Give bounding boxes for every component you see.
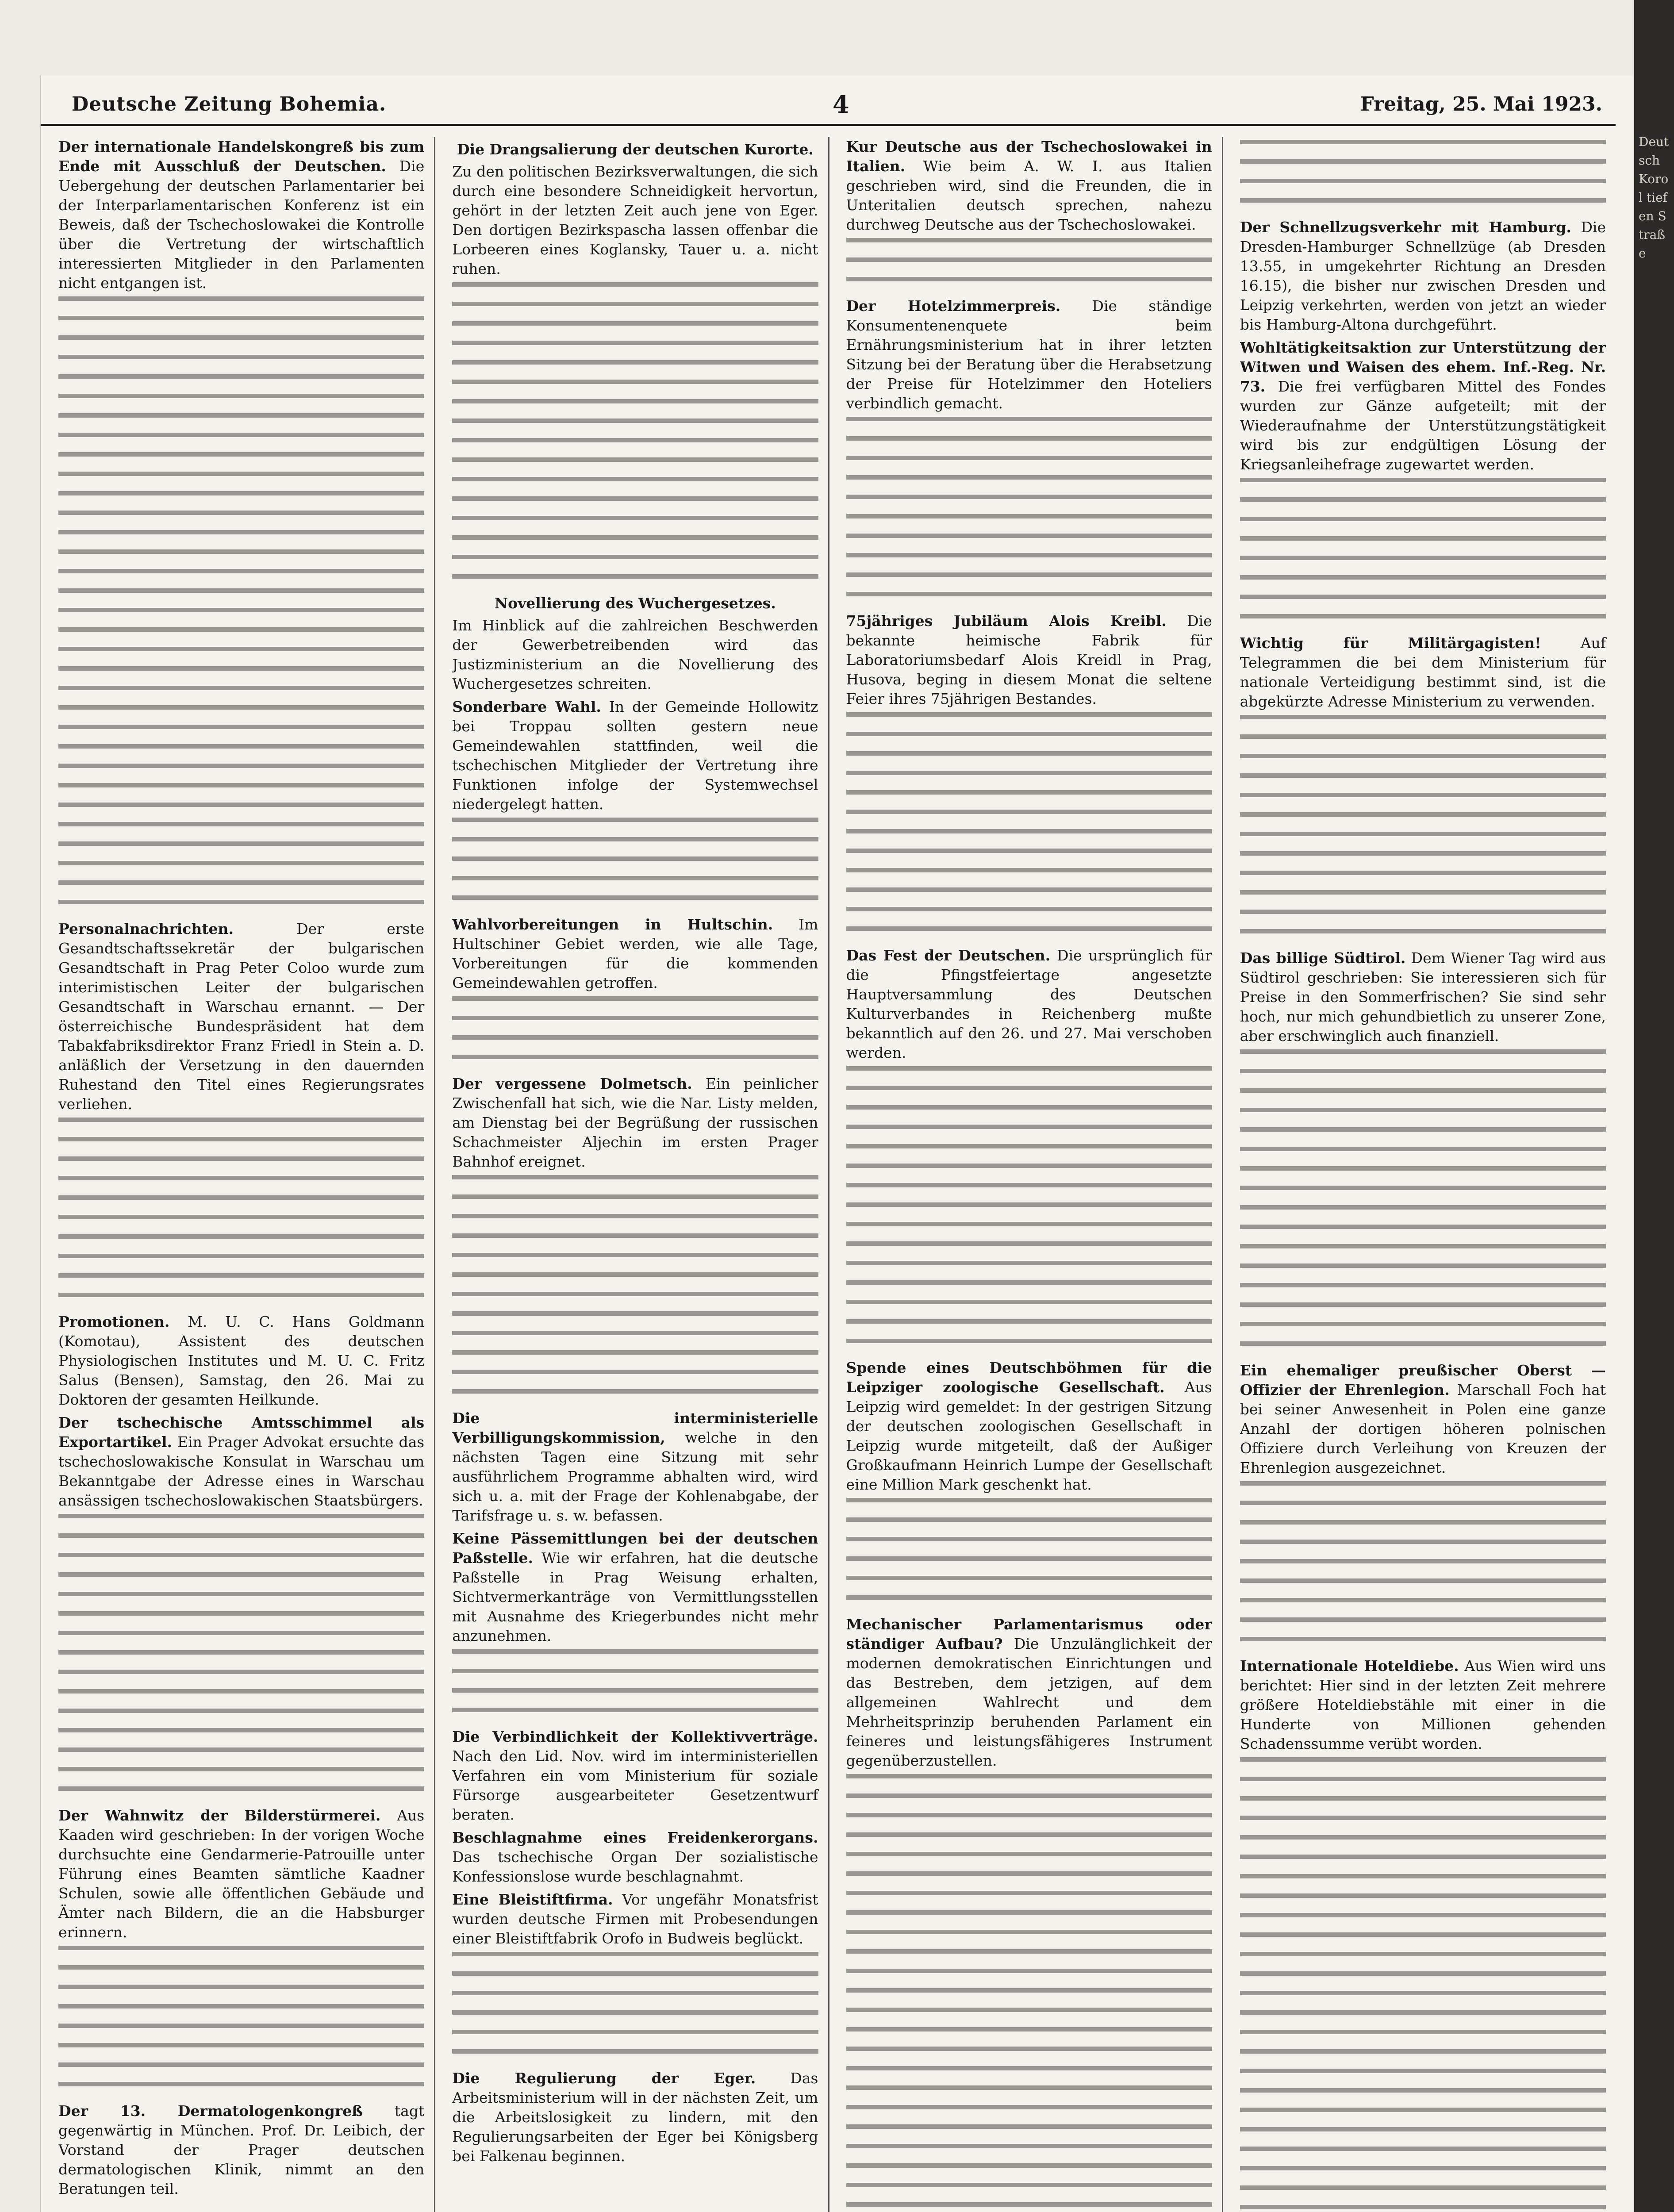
article-headline: Die interministerielle Verbilligungskommission, xyxy=(452,1409,818,1446)
article xyxy=(846,137,1212,234)
article-headline: Das billige Südtirol. xyxy=(1240,949,1406,967)
article-text: Marschall Foch hat bei seiner Anwesenheit in Polen eine ganze Anzahl der dortigen höheren polnischen Offiziere durch Verleihung von Kreuzen der Ehrenlegion ausgezeichnet. xyxy=(1240,1381,1606,1476)
unreadable-text-block xyxy=(1240,478,1606,618)
unreadable-text-block xyxy=(1240,1757,1606,2212)
article-text: Die frei verfügbaren Mittel des Fondes wurden zur Gänze aufgeteilt; mit der Wiederaufnahme der Unterstützungstätigkeit wird bis zur endgültigen Lösung der Kriegsanleihefrage zugewartet werden. xyxy=(1240,378,1606,473)
article xyxy=(846,946,1212,1063)
article-headline: Der Wahnwitz der Bilderstürmerei. xyxy=(58,1807,381,1824)
article-text: Im Hultschiner Gebiet werden, wie alle Tage, Vorbereitungen für die kommenden Gemeindewahlen getroffen. xyxy=(452,916,818,991)
article-headline: Internationale Hoteldiebe. xyxy=(1240,1657,1459,1674)
unreadable-text-block xyxy=(846,1498,1212,1600)
article-text: M. U. C. Hans Goldmann (Komotau), Assistent des deutschen Physiologischen Institutes und M. U. C. Fritz Salus (Bensen), Samstag, den 26. Mai zu Doktoren der gesamten Heilkunde. xyxy=(58,1313,425,1408)
issue-date: Freitag, 25. Mai 1923. xyxy=(1360,93,1602,115)
article-headline: Novellierung des Wuchergesetzes. xyxy=(494,595,776,612)
adjacent-page-strip xyxy=(1634,0,1674,2212)
unreadable-text-block xyxy=(1240,1481,1606,1641)
article xyxy=(452,1828,818,1886)
unreadable-text-block xyxy=(58,1514,424,1791)
article-headline: Die Drangsalierung der deutschen Kurorte. xyxy=(457,141,814,158)
newspaper-page xyxy=(40,75,1633,2212)
article-headline: Sonderbare Wahl. xyxy=(452,698,601,715)
unreadable-text-block xyxy=(1240,140,1606,203)
article xyxy=(452,1890,818,1948)
article-text: Das tschechische Organ Der sozialistische Konfessionslose wurde beschlagnahmt. xyxy=(452,1848,818,1885)
article xyxy=(1240,949,1606,1046)
unreadable-text-block xyxy=(846,417,1212,596)
adjacent-page-text: Deutsch Korol tiefen Straße xyxy=(1639,134,1669,261)
article xyxy=(846,296,1212,413)
article xyxy=(1240,1361,1606,1478)
article xyxy=(58,1312,424,1409)
article xyxy=(1240,338,1606,474)
article-text: Die Unzulänglichkeit der modernen demokratischen Einrichtungen und das Bestreben, dem jetzigen, auf dem allgemeinen Wahlrecht und dem Mehrheitsprinzip beruhenden Parlament ein feineres und leistungsfähigeres Instrument gegenüberzustellen. xyxy=(846,1635,1212,1769)
article-headline: 75jähriges Jubiläum Alois Kreibl. xyxy=(846,612,1167,630)
article xyxy=(452,1074,818,1171)
article-text: Dem Wiener Tag wird aus Südtirol geschrieben: Sie interessieren sich für Preise in den Sommerfrischen? Sie sind sehr hoch, nur mich gehundbietlich zu unserer Zone, aber erschwinglich auch finanziell. xyxy=(1240,949,1606,1045)
article xyxy=(452,915,818,993)
article-text: Die Dresden-Hamburger Schnellzüge (ab Dresden 13.55, in umgekehrter Richtung an Dresden 16.15), die bisher nur zwischen Dresden und Leipzig verkehrten, werden von jetzt an wieder bis Hamburg-Altona durchgeführt. xyxy=(1240,219,1606,333)
article-text: Ein peinlicher Zwischenfall hat sich, wie die Nar. Listy melden, am Dienstag bei der Begrüßung der russischen Schachmeister Aljechin im ersten Prager Bahnhof ereignet. xyxy=(452,1075,818,1170)
article-headline: Wichtig für Militärgagisten! xyxy=(1240,634,1541,652)
article-text: Vor ungefähr Monatsfrist wurden deutsche Firmen mit Probesendungen einer Bleistiftfabrik Orofo in Budweis beglückt. xyxy=(452,1891,818,1947)
article xyxy=(1240,634,1606,711)
article-headline: Eine Bleistiftfirma. xyxy=(452,1891,613,1908)
article-headline: Der tschechische Amtsschimmel als Exportartikel. xyxy=(58,1414,425,1451)
article xyxy=(58,2101,424,2199)
article-text: Die bekannte heimische Fabrik für Laboratoriumsbedarf Alois Kreidl in Prag, Husova, beging in diesem Monat die seltene Feier ihres 75jährigen Bestandes. xyxy=(846,612,1212,707)
article-text: tagt gegenwärtig in München. Prof. Dr. Leibich, der Vorstand der Prager deutschen dermatologischen Klinik, nimmt an den Beratungen teil. xyxy=(58,2102,425,2197)
unreadable-text-block xyxy=(58,1946,424,2086)
article xyxy=(452,1409,818,1525)
unreadable-text-block xyxy=(846,1774,1212,2212)
unreadable-text-block xyxy=(1240,1049,1606,1346)
article-headline: Promotionen. xyxy=(58,1313,170,1330)
article-text: Das Arbeitsministerium will in der nächsten Zeit, um die Arbeitslosigkeit zu lindern, mit den Regulierungsarbeiten der Eger bei Königsberg bei Falkenau beginnen. xyxy=(452,2070,818,2165)
unreadable-text-block xyxy=(58,1118,424,1297)
article-text: welche in den nächsten Tagen eine Sitzung mit sehr ausführlichem Programme abhalten wird, wird sich u. a. mit der Frage der Kohlenabgabe, der Tarifsfrage u. s. w. befassen. xyxy=(452,1429,818,1524)
article xyxy=(452,1529,818,1646)
article xyxy=(846,1615,1212,1770)
page-number: 4 xyxy=(833,90,849,119)
article xyxy=(452,594,818,694)
article-text: Die Uebergehung der deutschen Parlamentarier bei der Interparlamentarischen Konferenz ist ein Beweis, daß der Tschechoslowakei die Kontrolle über die Vertretung der wirtschaftlich interessierten Mitglieder in den Parlamenten nicht entgangen ist. xyxy=(58,157,425,292)
article-headline: Mechanischer Parlamentarismus oder ständiger Aufbau? xyxy=(846,1616,1212,1652)
article xyxy=(452,2069,818,2166)
unreadable-text-block xyxy=(58,296,424,904)
article-text: Auf Telegrammen die bei dem Ministerium für nationale Verteidigung bestimmt sind, ist die abgekürzte Adresse Ministerium zu verwenden. xyxy=(1240,634,1606,710)
article-headline: Ein ehemaliger preußischer Oberst — Offizier der Ehrenlegion. xyxy=(1240,1362,1606,1398)
page-header xyxy=(41,84,1616,126)
unreadable-text-block xyxy=(452,1175,818,1394)
article-text: Aus Leipzig wird gemeldet: In der gestrigen Sitzung der deutschen zoologischen Gesellschaft in Leipzig wurde mitgeteilt, daß der Außiger Großkaufmann Heinrich Lumpe der Gesellschaft eine Million Mark geschenkt hat. xyxy=(846,1379,1212,1493)
unreadable-text-block xyxy=(846,1066,1212,1343)
article-text: Im Hinblick auf die zahlreichen Beschwerden der Gewerbetreibenden wird das Justizministerium an die Novellierung des Wuchergesetzes schreiten. xyxy=(452,617,818,692)
unreadable-text-block xyxy=(452,282,818,579)
article-headline: Der 13. Dermatologenkongreß xyxy=(58,2102,363,2120)
article-text: Wie beim A. W. I. aus Italien geschrieben wird, sind die Freunden, die in Unteritalien deutsch sprechen, nahezu durchweg Deutsche aus der Tschechoslowakei. xyxy=(846,157,1212,233)
article-text: Der erste Gesandtschaftssekretär der bulgarischen Gesandtschaft in Prag Peter Coloo wurde zum interimistischen Leiter der bulgarischen Gesandtschaft in Warschau ernannt. — Der österreichische Bundespräsident hat dem Tabakfabriksdirektor Franz Friedl in Stein a. D. anläßlich der Versetzung in den dauernden Ruhestand den Titel eines Regierungsrates verliehen. xyxy=(58,920,425,1113)
article-text: In der Gemeinde Hollowitz bei Troppau sollten gestern neue Gemeindewahlen stattfinden, weil die tschechischen Mitglieder der Vertretung ihre Funktionen infolge der Systemwechsel niedergelegt hatten. xyxy=(452,698,818,813)
unreadable-text-block xyxy=(846,238,1212,281)
article-text: Ein Prager Advokat ersuchte das tschechoslowakische Konsulat in Warschau um Bekanntgabe der Adresse eines in Warschau ansässigen tschechoslowakischen Staatsbürgers. xyxy=(58,1433,425,1509)
unreadable-text-block xyxy=(846,712,1212,931)
article xyxy=(58,137,424,293)
article-text: Wie wir erfahren, hat die deutsche Paßstelle in Prag Weisung erhalten, Sichtvermerkanträge von Vermittlungsstellen mit Ausnahme des Kriegerbundes nicht mehr anzunehmen. xyxy=(452,1549,818,1644)
article xyxy=(846,611,1212,709)
article-headline: Der Schnellzugsverkehr mit Hamburg. xyxy=(1240,219,1571,236)
article xyxy=(58,1413,424,1510)
unreadable-text-block xyxy=(452,1952,818,2054)
article-headline: Keine Pässemittlungen bei der deutschen Paßstelle. xyxy=(452,1530,818,1567)
unreadable-text-block xyxy=(452,1649,818,1712)
article-headline: Das Fest der Deutschen. xyxy=(846,947,1051,964)
column-1 xyxy=(58,137,435,2212)
article-text: Aus Wien wird uns berichtet: Hier sind in der letzten Zeit mehrere größere Hoteldiebstähle mit einer in die Hunderte von Millionen gehenden Schadenssumme verübt worden. xyxy=(1240,1657,1606,1752)
masthead: Deutsche Zeitung Bohemia. xyxy=(72,93,387,115)
column-2 xyxy=(452,137,829,2212)
article-headline: Beschlagnahme eines Freidenkerorgans. xyxy=(452,1829,818,1846)
article-headline: Der vergessene Dolmetsch. xyxy=(452,1075,692,1092)
article xyxy=(1240,218,1606,334)
unreadable-text-block xyxy=(452,818,818,900)
article xyxy=(58,1806,424,1942)
article-columns xyxy=(58,137,1616,2212)
article-headline: Personalnachrichten. xyxy=(58,920,234,937)
article-text: Die ursprünglich für die Pfingstfeiertage angesetzte Hauptversammlung des Deutschen Kulturverbandes in Reichenberg mußte bekanntlich auf den 26. und 27. Mai verschoben werden. xyxy=(846,947,1212,1061)
article xyxy=(452,140,818,279)
unreadable-text-block xyxy=(452,996,818,1059)
unreadable-text-block xyxy=(1240,715,1606,933)
article-headline: Wohltätigkeitsaktion zur Unterstützung der Witwen und Waisen des ehem. Inf.-Reg. Nr. 73. xyxy=(1240,339,1606,395)
article xyxy=(58,919,424,1114)
article-text: Aus Kaaden wird geschrieben: In der vorigen Woche durchsuchte eine Gendarmerie-Patrouille unter Führung eines Beamten sämtliche Kaadner Schulen, sowie alle öffentlichen Gebäude und Ämter nach Bildern, die an die Habsburger erinnern. xyxy=(58,1807,425,1941)
column-4 xyxy=(1240,137,1616,2212)
article-headline: Spende eines Deutschböhmen für die Leipziger zoologische Gesellschaft. xyxy=(846,1359,1212,1396)
article xyxy=(452,1727,818,1824)
article-headline: Wahlvorbereitungen in Hultschin. xyxy=(452,916,773,933)
article-text: Zu den politischen Bezirksverwaltungen, die sich durch eine besondere Schneidigkeit hervortun, gehört in der letzten Zeit auch jene von Eger. Den dortigen Bezirkspascha lassen offenbar die Lorbeeren eines Koglansky, Tauer u. a. nicht ruhen. xyxy=(452,163,818,277)
article-headline: Kur Deutsche aus der Tschechoslowakei in Italien. xyxy=(846,138,1212,175)
article-headline: Die Verbindlichkeit der Kollektivverträge. xyxy=(452,1728,818,1745)
article xyxy=(452,697,818,814)
article xyxy=(846,1358,1212,1494)
article-headline: Die Regulierung der Eger. xyxy=(452,2070,756,2087)
article-text: Die ständige Konsumentenenquete beim Ernährungsministerium hat in ihrer letzten Sitzung bei der Beratung über die Herabsetzung der Preise für Hotelzimmer den Hoteliers verbindlich gemacht. xyxy=(846,297,1212,412)
article-text: Nach den Lid. Nov. wird im interministeriellen Verfahren ein vom Ministerium für soziale Fürsorge ausgearbeiteter Gesetzentwurf beraten. xyxy=(452,1747,818,1823)
article-headline: Der Hotelzimmerpreis. xyxy=(846,297,1061,315)
article-headline: Der internationale Handelskongreß bis zum Ende mit Ausschluß der Deutschen. xyxy=(58,138,425,175)
article xyxy=(1240,1656,1606,1754)
column-3 xyxy=(846,137,1223,2212)
